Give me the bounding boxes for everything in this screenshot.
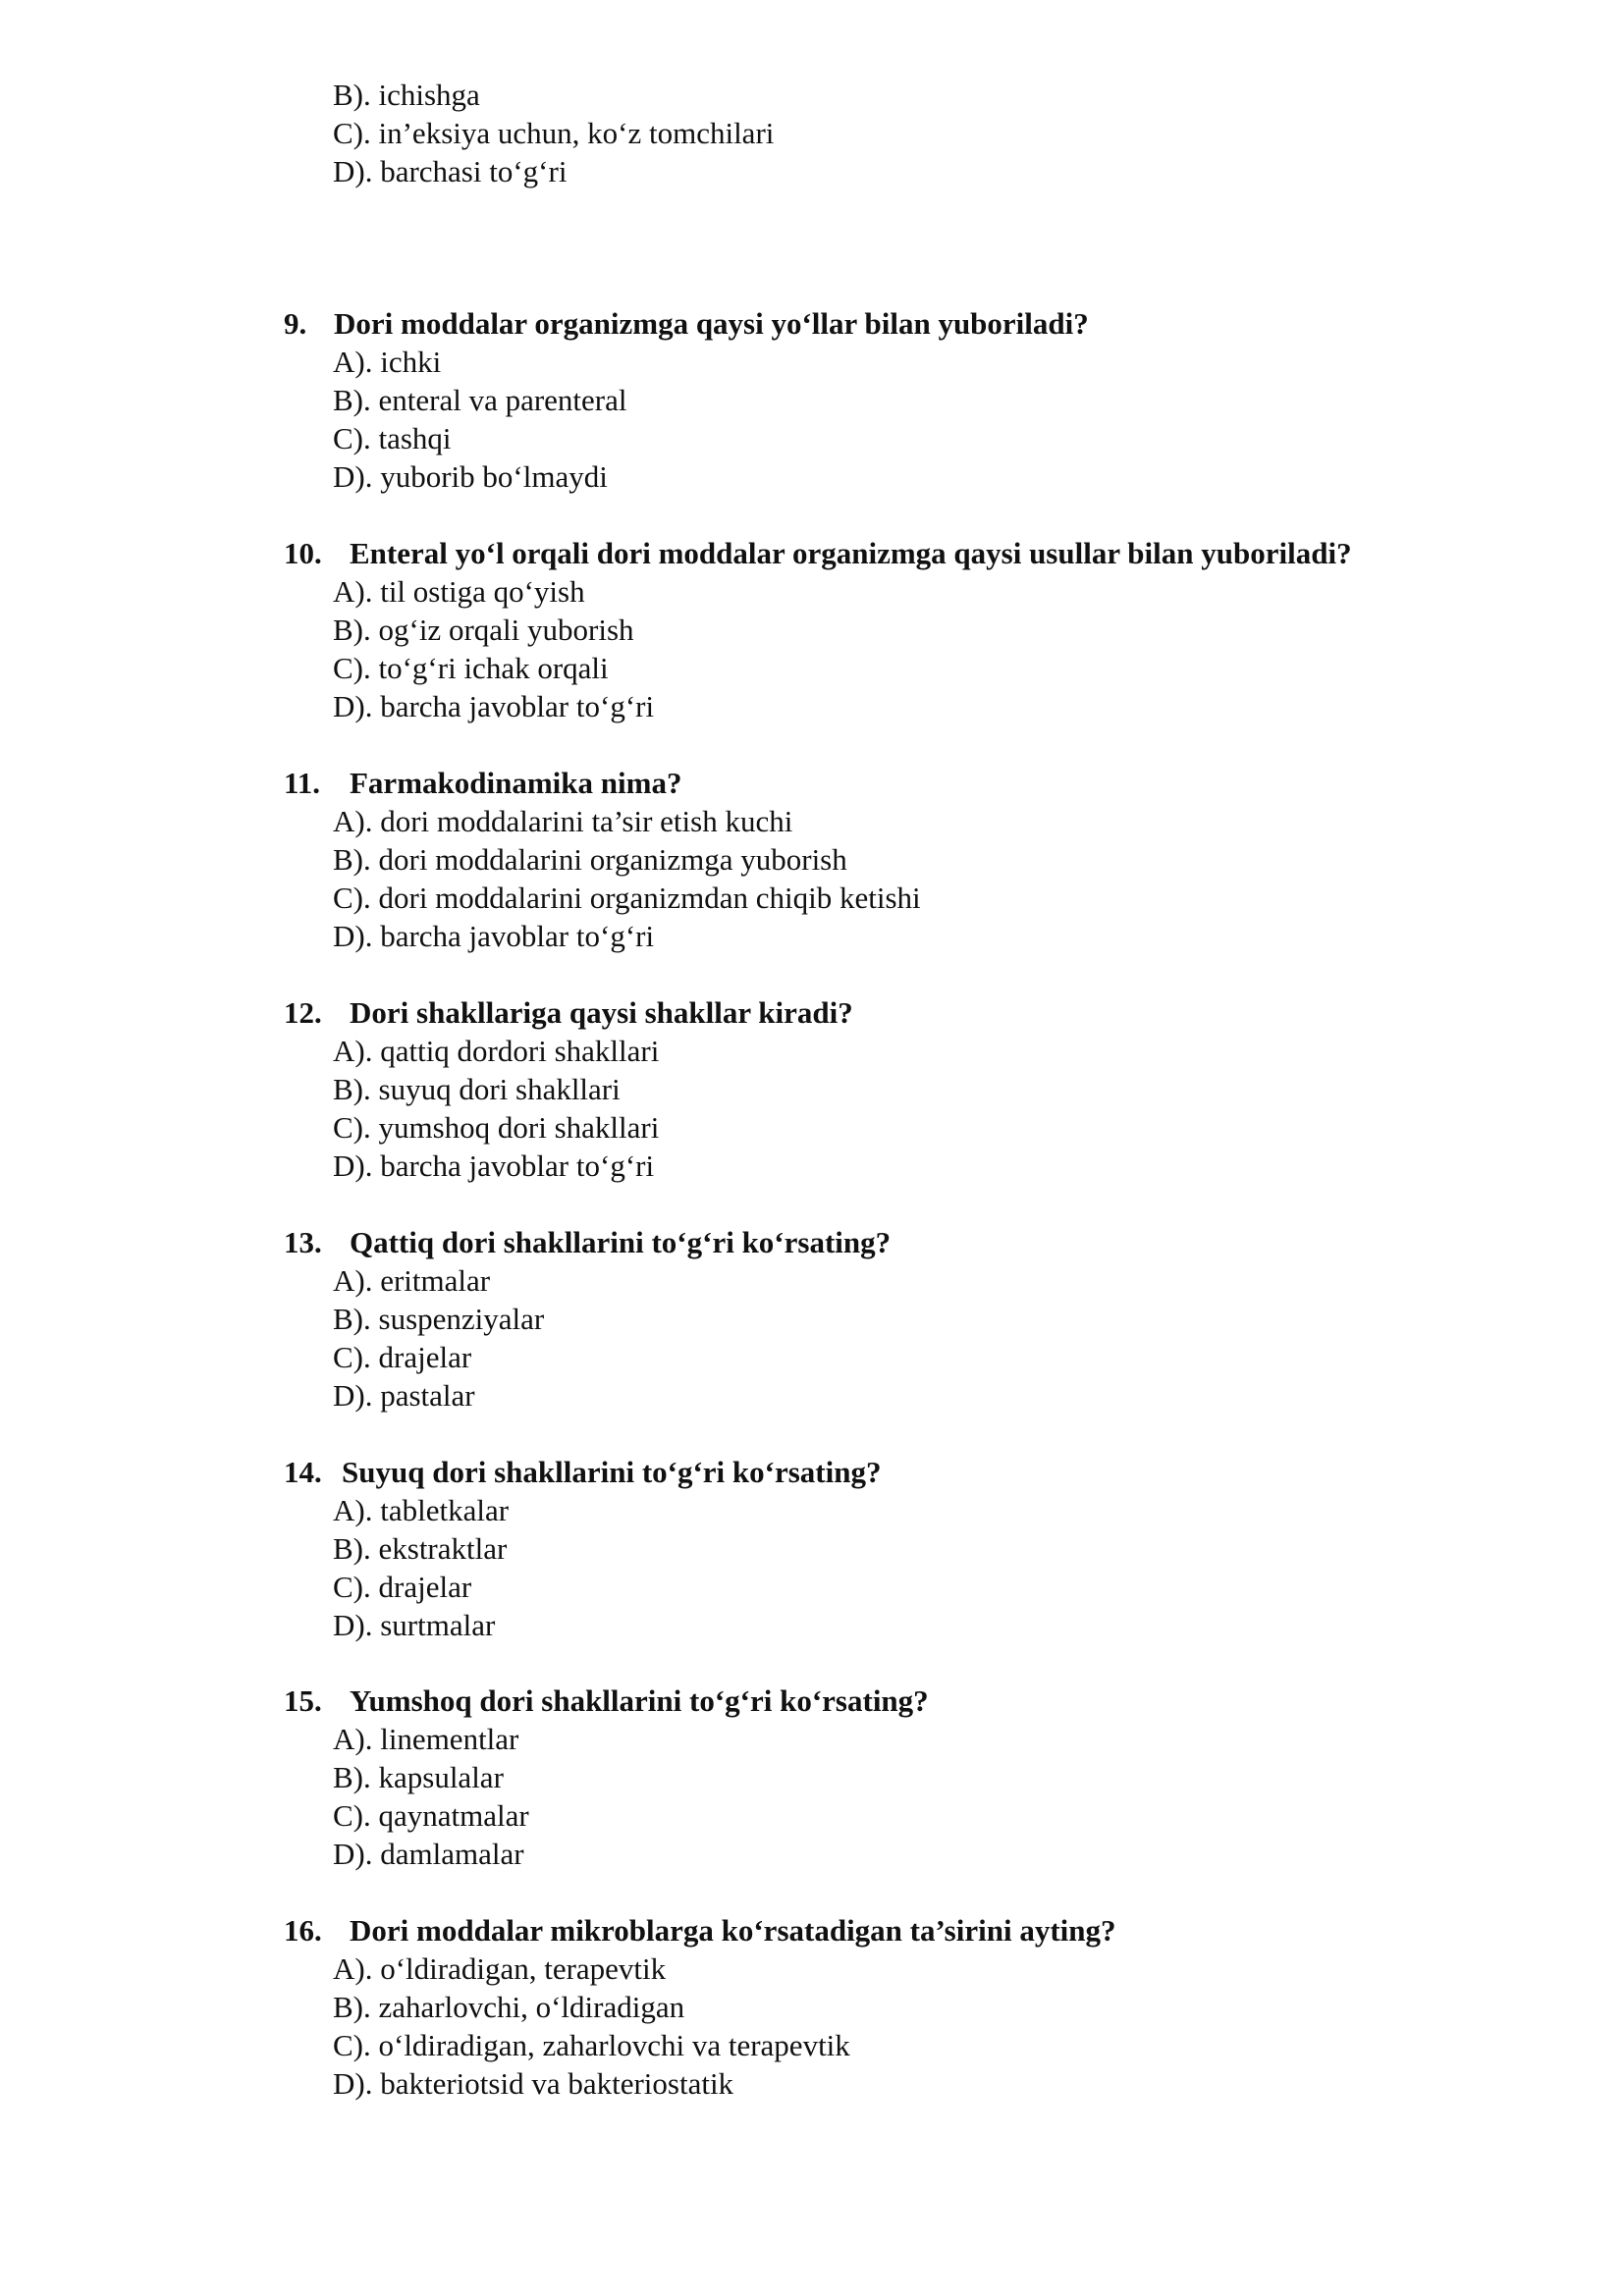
answer-option: A). til ostiga qo‘yish bbox=[333, 574, 585, 609]
question-text: Dori moddalar mikroblarga ko‘rsatadigan ta’sirini ayting? bbox=[350, 1913, 1116, 1948]
answer-option: B). zaharlovchi, o‘ldiradigan bbox=[333, 1990, 685, 2024]
answer-option: B). enteral va parenteral bbox=[333, 383, 627, 417]
answer-option: B). kapsulalar bbox=[333, 1760, 504, 1794]
answer-option: D). damlamalar bbox=[333, 1837, 524, 1871]
answer-option: D). pastalar bbox=[333, 1378, 475, 1413]
question-text: Farmakodinamika nima? bbox=[350, 766, 682, 800]
answer-option: C). qaynatmalar bbox=[333, 1798, 529, 1833]
answer-option: A). o‘ldiradigan, terapevtik bbox=[333, 1951, 667, 1986]
question-number: 10. bbox=[284, 536, 322, 570]
question-text: Suyuq dori shakllarini to‘g‘ri ko‘rsating? bbox=[342, 1455, 882, 1489]
answer-option: D). barcha javoblar to‘g‘ri bbox=[333, 1148, 655, 1183]
answer-option: A). qattiq dordori shakllari bbox=[333, 1034, 660, 1068]
question-text: Enteral yo‘l orqali dori moddalar organizmga qaysi usullar bilan yuboriladi? bbox=[350, 536, 1352, 570]
question-text: Yumshoq dori shakllarini to‘g‘ri ko‘rsating? bbox=[350, 1683, 929, 1718]
answer-option: D). yuborib bo‘lmaydi bbox=[333, 459, 608, 494]
question-number: 11. bbox=[284, 766, 321, 800]
question-16 bbox=[284, 1912, 1116, 1949]
question-number: 16. bbox=[284, 1913, 322, 1948]
question-number: 15. bbox=[284, 1683, 322, 1718]
answer-option: A). tabletkalar bbox=[333, 1493, 510, 1527]
question-12 bbox=[284, 994, 853, 1032]
answer-option: B). dori moddalarini organizmga yuborish bbox=[333, 842, 847, 877]
answer-option: C). tashqi bbox=[333, 421, 452, 455]
answer-option: C). dori moddalarini organizmdan chiqib ketishi bbox=[333, 881, 921, 915]
carryover-answer-d: D). barchasi to‘g‘ri bbox=[333, 154, 568, 188]
answer-option: C). yumshoq dori shakllari bbox=[333, 1110, 660, 1145]
answer-option: A). linementlar bbox=[333, 1722, 519, 1756]
answer-option: A). eritmalar bbox=[333, 1263, 491, 1298]
question-14 bbox=[284, 1454, 881, 1491]
answer-option: A). ichki bbox=[333, 345, 442, 379]
question-13 bbox=[284, 1224, 891, 1261]
answer-option: B). og‘iz orqali yuborish bbox=[333, 613, 634, 647]
question-number: 14. bbox=[284, 1455, 322, 1489]
answer-option: B). suyuq dori shakllari bbox=[333, 1072, 621, 1106]
answer-option: C). to‘g‘ri ichak orqali bbox=[333, 651, 609, 685]
question-text: Dori moddalar organizmga qaysi yo‘llar bilan yuboriladi? bbox=[334, 306, 1089, 341]
answer-option: D). surtmalar bbox=[333, 1608, 496, 1642]
answer-option: D). barcha javoblar to‘g‘ri bbox=[333, 919, 655, 953]
answer-option: C). drajelar bbox=[333, 1340, 472, 1374]
question-15 bbox=[284, 1682, 929, 1720]
carryover-answer-c: C). in’eksiya uchun, ko‘z tomchilari bbox=[333, 116, 775, 150]
question-11 bbox=[284, 765, 681, 802]
answer-option: C). o‘ldiradigan, zaharlovchi va terapevtik bbox=[333, 2028, 850, 2062]
answer-option: B). suspenziyalar bbox=[333, 1302, 545, 1336]
question-number: 12. bbox=[284, 995, 322, 1030]
answer-option: D). barcha javoblar to‘g‘ri bbox=[333, 689, 655, 723]
question-9 bbox=[284, 305, 1089, 343]
answer-option: A). dori moddalarini ta’sir etish kuchi bbox=[333, 804, 793, 838]
question-number: 13. bbox=[284, 1225, 322, 1259]
answer-option: C). drajelar bbox=[333, 1570, 472, 1604]
answer-option: B). ekstraktlar bbox=[333, 1531, 508, 1566]
question-number: 9. bbox=[284, 306, 307, 341]
question-10 bbox=[284, 535, 1352, 572]
question-text: Dori shakllariga qaysi shakllar kiradi? bbox=[350, 995, 853, 1030]
carryover-answer-b: B). ichishga bbox=[333, 78, 480, 112]
question-text: Qattiq dori shakllarini to‘g‘ri ko‘rsating? bbox=[350, 1225, 892, 1259]
answer-option: D). bakteriotsid va bakteriostatik bbox=[333, 2066, 734, 2101]
